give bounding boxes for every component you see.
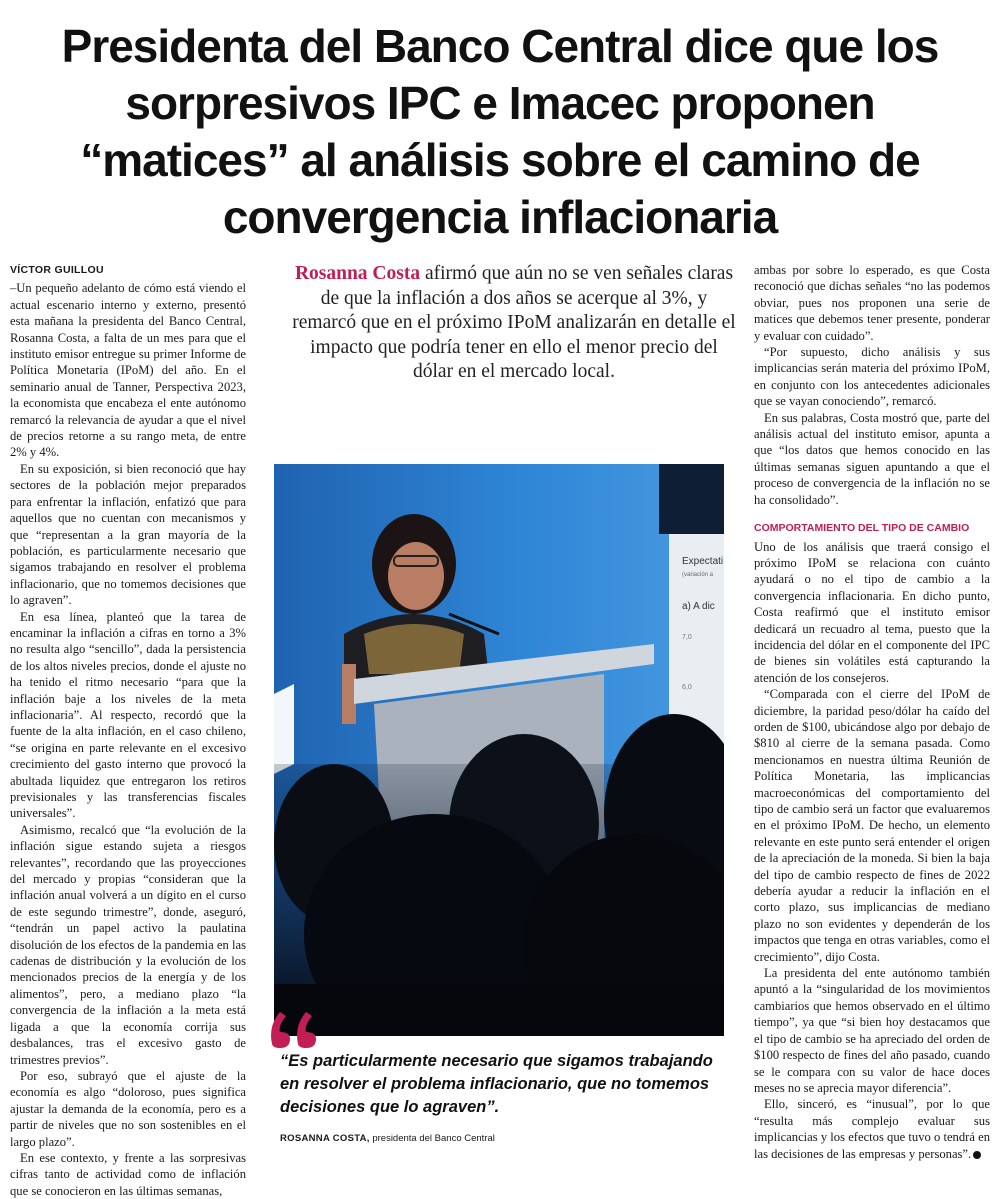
paragraph: Por eso, subrayó que el ajuste de la economía es algo “doloroso, pues significa ajustar la demanda de la economía, pero es a partir de niveles que no son sostenibles en el largo plazo”. xyxy=(10,1068,246,1149)
section-subhead: COMPORTAMIENTO DEL TIPO DE CAMBIO xyxy=(754,522,970,535)
paragraph: “Comparada con el cierre del IPoM de diciembre, la paridad peso/dólar ha caído del orden de $100, ubicándose algo por debajo de $810 al cierre de la semana pasada. Como mencionamos en nuestra última Reunión de Política Monetaria, las implicancias macroeconómicas del comportamiento del tipo de cambio será un factor que evaluaremos en el próximo IPoM. De hecho, un elemento relevante en este punto será entender el origen de la apreciación de la moneda. Si bien la baja del tipo de cambio respecto de fines de 2022 debería ayudar a reducir la inflación en el corto plazo, sus implicancias de mediano plazo no son evidentes y dependerán de los impactos que tenga en otras variables, como el crecimiento”, dijo Costa. xyxy=(754,687,990,964)
paragraph: En ese contexto, y frente a las sorpresivas cifras tanto de actividad como de inflación que se conocieron en las últimas semanas, xyxy=(10,1150,246,1198)
lead-summary xyxy=(292,262,736,385)
end-mark-icon xyxy=(973,1151,981,1159)
quote-credit xyxy=(280,1133,730,1144)
pull-quote: “Es particularmente necesario que sigamos trabajando en resolver el problema inflacionario, que no tomemos decisiones que lo agraven”. xyxy=(280,1052,713,1116)
article-column-left xyxy=(10,262,246,1199)
paragraph: En esa línea, planteó que la tarea de encaminar la inflación a cifras en torno a 3% no resulta algo “sencillo”, dada la persistencia de los altos niveles precios, donde el ajuste no ha tenido el ritmo necesario “para que la inflación baje a los niveles de la meta inflacionaria”. Al respecto, recordó que la fuente de la alta inflación, en el caso chileno, “se origina en parte relevante en el excesivo crecimiento del gasto interno que provocó la abultada liquidez que entregaron los retiros previsionales y las transferencias fiscales universales”. xyxy=(10,609,246,821)
paragraph-last xyxy=(754,1096,990,1162)
quote-mark-icon xyxy=(268,1004,320,1048)
lead-name: Rosanna Costa xyxy=(294,263,421,284)
paragraph: Asimismo, recalcó que “la evolución de la inflación sigue estando sujeta a riesgos relevantes”, recordando que las proyecciones del mercado y propias “consideran que la inflación anual volverá a un dígito en el curso de este segundo trimestre”, donde, aseguró, “tendrán un papel activo la paulatina disolución de los efectos de la pandemia en las cadenas de distribución y la evolución de los mencionados precios de la energía y de los alimentos”, pero, a mediano plazo “la convergencia de la inflación a la meta está ligada a que la economía corrija sus desbalances, tras el excesivo gasto de trimestres previos”. xyxy=(10,822,246,1067)
article-photo xyxy=(274,464,724,1036)
lead-text: afirmó que aún no se ven señales claras de que la inflación a dos años se acerque al 3%, y remarcó que en el próximo IPoM analizarán en detalle el impacto que podría tener en ello el menor precio del dólar en el mercado local. xyxy=(292,263,736,382)
paragraph-text: Ello, sinceró, es “inusual”, por lo que “resulta más complejo evaluar sus implicancias y los efectos que tuvo o tendrá en las decisiones de las empresas y personas”. xyxy=(754,1097,990,1161)
paragraph: –Un pequeño adelanto de cómo está viendo el actual escenario interno y externo, presentó esta mañana la presidenta del Banco Central, Rosanna Costa, a falta de un mes para que el instituto emisor entregue su primer Informe de Política Monetaria (IPoM) del año. En el seminario anual de Tanner, Perspectiva 2023, la economista que encabeza el ente autónomo remarcó la relevancia de ayudar a que el nivel de precios retorne a su rango meta, de entre 2% y 4%. xyxy=(10,281,246,460)
paragraph: En su exposición, si bien reconoció que hay sectores de la población mejor preparados para enfrentar la inflación, enfatizó que para aquellos que no cuentan con mecanismos y que “representan a la gran mayoría de la población, es particularmente necesario que sigamos trabajando en resolver el problema inflacionario, que no tomemos decisiones que lo agraven”. xyxy=(10,461,246,608)
headline: Presidenta del Banco Central dice que los sorpresivos IPC e Imacec proponen “matices” al análisis sobre el camino de convergencia inflacionaria xyxy=(61,20,939,243)
byline: VÍCTOR GUILLOU xyxy=(10,264,104,276)
credit-role: presidenta del Banco Central xyxy=(369,1133,495,1144)
paragraph: ambas por sobre lo esperado, es que Costa reconoció que dichas señales “no las podemos obviar, pues nos proponen una serie de matices que debemos tener presente, ponderar y evaluar con cuidado”. xyxy=(754,263,990,343)
credit-name: ROSANNA COSTA, xyxy=(280,1133,370,1144)
screen-tick: 7,0 xyxy=(682,634,692,641)
speaker-photo-illustration xyxy=(274,464,724,1036)
paragraph: Uno de los análisis que traerá consigo el próximo IPoM se relaciona con cuánto ayudará o no el tipo de cambio a la convergencia inflacionaria. En dicho punto, Costa reafirmó que el instituto emisor dedicará un recuadro al tema, puesto que la incidencia del dólar en el componente del IPC de bienes sin volátiles está capturando la atención de los consejeros. xyxy=(754,539,990,685)
screen-title: Expectati xyxy=(682,556,724,567)
paragraph: “Por supuesto, dicho análisis y sus implicancias serán materia del próximo IPoM, en conjunto con los antecedentes adicionales que se vayan conociendo”, remarcó. xyxy=(754,345,990,409)
screen-item: a) A dic xyxy=(682,601,715,612)
screen-tick: 6,0 xyxy=(682,684,692,691)
paragraph: La presidenta del ente autónomo también apuntó a la “singularidad de los movimientos cambiarios que hemos observado en el último tiempo”, ya que “si bien hoy destacamos que el tipo de cambio se ha apreciado del orden de $100 respecto de fines del año pasado, cuando se le compara con su valor de hace doces meses no se aprecia mayor diferencia”. xyxy=(754,966,990,1095)
screen-subtitle: (variación a xyxy=(682,572,714,578)
paragraph: En sus palabras, Costa mostró que, parte del análisis actual del instituto emisor, apunta a que “los datos que hemos conocido en las últimas semanas siguen apuntando a que el proceso de convergencia de la inflación no se ha consolidado”. xyxy=(754,410,990,507)
article-column-right xyxy=(754,262,990,1162)
